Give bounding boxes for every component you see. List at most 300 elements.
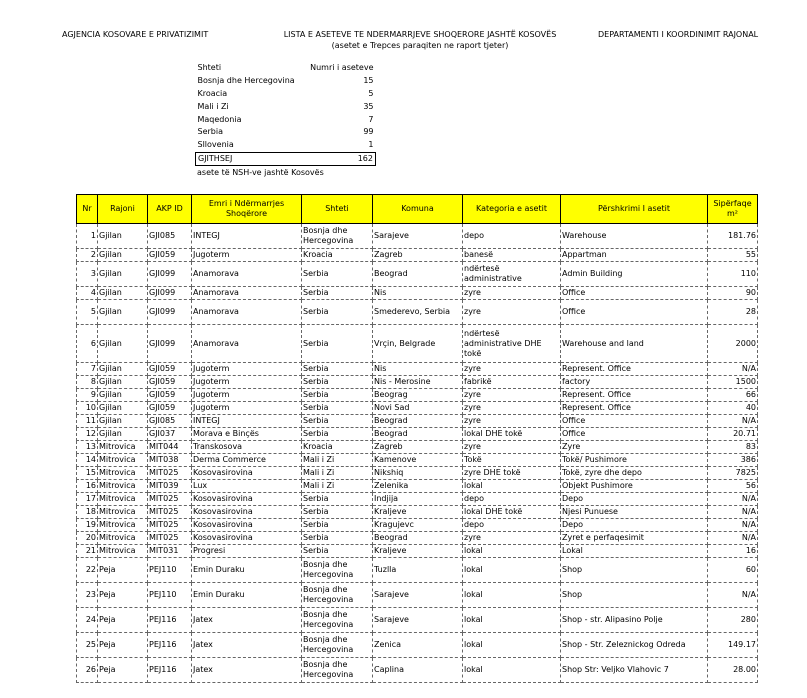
title-line-1: LISTA E ASETEVE TE NDERMARRJEVE SHOQERORE JASHTË KOSOVËS (283, 30, 557, 39)
row-enterprise: Morava e Binçës (192, 428, 302, 441)
document-title (270, 29, 570, 51)
row-area: 56 (708, 480, 758, 493)
row-municipality: Zagreb (373, 249, 463, 262)
row-country: Serbia (302, 545, 373, 558)
row-country: Serbia (302, 389, 373, 402)
row-region: Peja (98, 633, 148, 658)
row-description: Tokë/ Pushimore (561, 454, 708, 467)
assets-table (76, 194, 758, 683)
row-nr: 16 (77, 480, 98, 493)
row-municipality: Zelenika (373, 480, 463, 493)
table-row (77, 389, 758, 402)
row-country: Serbia (302, 519, 373, 532)
table-row (77, 376, 758, 389)
row-area: 28.00 (708, 658, 758, 683)
row-enterprise: Kosovasirovina (192, 532, 302, 545)
row-enterprise: Jugoterm (192, 402, 302, 415)
row-nr: 5 (77, 300, 98, 325)
row-municipality: Novi Sad (373, 402, 463, 415)
row-area: N/A (708, 415, 758, 428)
row-area: 66 (708, 389, 758, 402)
row-enterprise: Emin Duraku (192, 558, 302, 583)
table-row (77, 506, 758, 519)
row-region: Mitrovica (98, 480, 148, 493)
row-nr: 14 (77, 454, 98, 467)
row-akp-id: MIT031 (148, 545, 192, 558)
row-category: zyre (463, 532, 561, 545)
table-row (77, 467, 758, 480)
summary-count: 7 (368, 114, 374, 124)
row-nr: 2 (77, 249, 98, 262)
row-akp-id: GJI059 (148, 376, 192, 389)
row-region: Peja (98, 658, 148, 683)
row-region: Gjilan (98, 376, 148, 389)
row-category: zyre (463, 441, 561, 454)
row-description: Warehouse (561, 224, 708, 249)
row-region: Mitrovica (98, 545, 148, 558)
row-area: 20.71 (708, 428, 758, 441)
col-nr-header: Nr (77, 195, 98, 224)
row-enterprise: Kosovasirovina (192, 493, 302, 506)
row-region: Gjilan (98, 300, 148, 325)
row-akp-id: MIT025 (148, 493, 192, 506)
row-akp-id: MIT025 (148, 506, 192, 519)
row-akp-id: GJI085 (148, 415, 192, 428)
row-description: Tokë, zyre dhe depo (561, 467, 708, 480)
row-region: Gjilan (98, 287, 148, 300)
row-municipality: Sarajeve (373, 608, 463, 633)
table-row (77, 545, 758, 558)
summary-note: asete të NSH-ve jashtë Kosovës (197, 168, 324, 177)
row-akp-id: PEJ110 (148, 583, 192, 608)
row-category: Tokë (463, 454, 561, 467)
row-description: Njesi Punuese (561, 506, 708, 519)
row-enterprise: INTEGJ (192, 224, 302, 249)
row-municipality: Beograd (373, 428, 463, 441)
table-row (77, 287, 758, 300)
row-municipality: Kragujevc (373, 519, 463, 532)
row-category: lokal (463, 558, 561, 583)
agency-name: AGJENCIA KOSOVARE E PRIVATIZIMIT (62, 30, 209, 39)
row-description: Appartman (561, 249, 708, 262)
row-akp-id: GJI037 (148, 428, 192, 441)
assets-body (77, 224, 758, 683)
row-nr: 25 (77, 633, 98, 658)
row-municipality: Beograg (373, 389, 463, 402)
row-description: Shop (561, 583, 708, 608)
row-region: Mitrovica (98, 532, 148, 545)
table-row (77, 480, 758, 493)
row-municipality: Beograd (373, 262, 463, 287)
row-region: Gjilan (98, 249, 148, 262)
row-nr: 19 (77, 519, 98, 532)
row-category: zyre (463, 389, 561, 402)
row-nr: 9 (77, 389, 98, 402)
row-description: Shop - Str. Zeleznickog Odreda (561, 633, 708, 658)
row-category: lokal (463, 545, 561, 558)
row-enterprise: Jatex (192, 633, 302, 658)
row-enterprise: Kosovasirovina (192, 467, 302, 480)
row-area: 55 (708, 249, 758, 262)
row-description: Warehouse and land (561, 325, 708, 363)
table-row (77, 428, 758, 441)
row-enterprise: INTEGJ (192, 415, 302, 428)
table-row (77, 493, 758, 506)
col-description-header: Përshkrimi I asetit (561, 195, 708, 224)
row-area: N/A (708, 583, 758, 608)
row-country: Serbia (302, 363, 373, 376)
row-area: 40 (708, 402, 758, 415)
col-category-header: Kategoria e asetit (463, 195, 561, 224)
row-description: factory (561, 376, 708, 389)
row-municipality: Sarajeve (373, 224, 463, 249)
row-enterprise: Progresi (192, 545, 302, 558)
table-row (77, 532, 758, 545)
department-name: DEPARTAMENTI I KOORDINIMIT RAJONAL (598, 30, 759, 39)
row-area: N/A (708, 532, 758, 545)
row-area: 28 (708, 300, 758, 325)
summary-total-label: GJITHSEJ (196, 152, 306, 166)
row-akp-id: GJI059 (148, 363, 192, 376)
row-description: Represent. Office (561, 389, 708, 402)
row-municipality: Vrçin, Belgrade (373, 325, 463, 363)
row-akp-id: PEJ116 (148, 658, 192, 683)
table-row (77, 454, 758, 467)
row-akp-id: GJI085 (148, 224, 192, 249)
row-description: Admin Building (561, 262, 708, 287)
summary-country: Bosnja dhe Hercegovina (197, 76, 295, 86)
table-row (77, 262, 758, 287)
summary-row (196, 126, 376, 139)
row-akp-id: MIT038 (148, 454, 192, 467)
row-category: lokal DHE tokë (463, 506, 561, 519)
summary-country: Maqedonia (197, 114, 242, 124)
row-enterprise: Kosovasirovina (192, 519, 302, 532)
row-nr: 22 (77, 558, 98, 583)
table-row (77, 325, 758, 363)
row-municipality: Beograd (373, 532, 463, 545)
row-area: 2000 (708, 325, 758, 363)
table-row (77, 658, 758, 683)
row-area: 7825 (708, 467, 758, 480)
row-nr: 4 (77, 287, 98, 300)
row-region: Gjilan (98, 389, 148, 402)
row-category: lokal (463, 480, 561, 493)
row-region: Gjilan (98, 428, 148, 441)
row-municipality: Zenica (373, 633, 463, 658)
row-area: 60 (708, 558, 758, 583)
table-row (77, 583, 758, 608)
row-region: Gjilan (98, 224, 148, 249)
row-region: Peja (98, 608, 148, 633)
row-municipality: Smederevo, Serbia (373, 300, 463, 325)
row-akp-id: GJI059 (148, 389, 192, 402)
row-nr: 10 (77, 402, 98, 415)
row-category: depo (463, 224, 561, 249)
row-country: Serbia (302, 493, 373, 506)
row-enterprise: Anamorava (192, 287, 302, 300)
table-row (77, 224, 758, 249)
row-country: Bosnja dhe Hercegovina (302, 583, 373, 608)
table-row (77, 402, 758, 415)
row-enterprise: Emin Duraku (192, 583, 302, 608)
row-description: Lokal (561, 545, 708, 558)
row-country: Serbia (302, 287, 373, 300)
table-row (77, 608, 758, 633)
row-enterprise: Anamorava (192, 325, 302, 363)
row-country: Serbia (302, 325, 373, 363)
row-country: Serbia (302, 300, 373, 325)
summary-table (195, 62, 376, 166)
row-description: Depo (561, 493, 708, 506)
summary-country: Serbia (197, 127, 223, 137)
summary-country: Mali i Zi (197, 101, 229, 111)
row-category: depo (463, 519, 561, 532)
table-row (77, 633, 758, 658)
row-region: Mitrovica (98, 441, 148, 454)
row-enterprise: Jugoterm (192, 249, 302, 262)
row-category: banesë (463, 249, 561, 262)
summary-count: 5 (368, 88, 374, 98)
row-nr: 6 (77, 325, 98, 363)
row-category: zyre (463, 363, 561, 376)
row-category: zyre (463, 415, 561, 428)
summary-country-header: Shteti (197, 63, 222, 73)
row-area: 181.76 (708, 224, 758, 249)
col-country-header: Shteti (302, 195, 373, 224)
row-description: Zyret e perfaqesimit (561, 532, 708, 545)
summary-count: 15 (363, 76, 374, 86)
row-description: Office (561, 287, 708, 300)
row-category: lokal (463, 608, 561, 633)
row-area: 1500 (708, 376, 758, 389)
row-area: 90 (708, 287, 758, 300)
row-nr: 23 (77, 583, 98, 608)
table-row (77, 249, 758, 262)
row-municipality: Kraljeve (373, 545, 463, 558)
row-country: Serbia (302, 506, 373, 519)
row-region: Gjilan (98, 262, 148, 287)
row-enterprise: Kosovasirovina (192, 506, 302, 519)
row-country: Mali i Zi (302, 467, 373, 480)
summary-row (196, 88, 376, 101)
row-category: ndërtesë administrative (463, 262, 561, 287)
row-akp-id: PEJ110 (148, 558, 192, 583)
row-area: 83 (708, 441, 758, 454)
row-municipality: Nis (373, 287, 463, 300)
row-area: 386 (708, 454, 758, 467)
row-nr: 12 (77, 428, 98, 441)
row-akp-id: MIT025 (148, 519, 192, 532)
row-region: Gjilan (98, 363, 148, 376)
row-description: Represent. Office (561, 363, 708, 376)
row-country: Bosnja dhe Hercegovina (302, 608, 373, 633)
row-description: Office (561, 428, 708, 441)
table-row (77, 558, 758, 583)
row-category: zyre (463, 287, 561, 300)
summary-country: Kroacia (197, 88, 228, 98)
row-description: Office (561, 300, 708, 325)
row-area: N/A (708, 363, 758, 376)
row-municipality: Kamenove (373, 454, 463, 467)
row-description: Depo (561, 519, 708, 532)
row-region: Peja (98, 583, 148, 608)
row-country: Bosnja dhe Hercegovina (302, 224, 373, 249)
row-country: Mali i Zi (302, 480, 373, 493)
row-category: lokal (463, 583, 561, 608)
row-enterprise: Derma Commerce (192, 454, 302, 467)
summary-count: 99 (363, 127, 374, 137)
row-akp-id: GJI099 (148, 287, 192, 300)
row-enterprise: Jugoterm (192, 363, 302, 376)
row-country: Serbia (302, 532, 373, 545)
row-akp-id: MIT039 (148, 480, 192, 493)
row-enterprise: Jatex (192, 658, 302, 683)
row-area: N/A (708, 493, 758, 506)
summary-row (196, 100, 376, 113)
row-enterprise: Jugoterm (192, 376, 302, 389)
summary-total-value: 162 (306, 152, 376, 166)
row-area: N/A (708, 519, 758, 532)
row-enterprise: Lux (192, 480, 302, 493)
row-nr: 21 (77, 545, 98, 558)
table-row (77, 441, 758, 454)
row-municipality: Indjija (373, 493, 463, 506)
row-municipality: Nis - Merosine (373, 376, 463, 389)
row-country: Serbia (302, 428, 373, 441)
row-municipality: Nikshiq (373, 467, 463, 480)
row-region: Peja (98, 558, 148, 583)
summary-count: 1 (368, 140, 374, 150)
table-row (77, 415, 758, 428)
row-category: lokal (463, 633, 561, 658)
row-country: Kroacia (302, 249, 373, 262)
row-description: Office (561, 415, 708, 428)
row-region: Gjilan (98, 325, 148, 363)
row-category: fabrikë (463, 376, 561, 389)
row-akp-id: GJI099 (148, 300, 192, 325)
row-nr: 15 (77, 467, 98, 480)
row-akp-id: MIT044 (148, 441, 192, 454)
row-country: Serbia (302, 376, 373, 389)
row-region: Mitrovica (98, 506, 148, 519)
row-category: depo (463, 493, 561, 506)
row-municipality: Tuzlla (373, 558, 463, 583)
summary-total-row (196, 152, 376, 166)
row-region: Mitrovica (98, 519, 148, 532)
table-row (77, 300, 758, 325)
row-nr: 3 (77, 262, 98, 287)
row-nr: 20 (77, 532, 98, 545)
summary-row (196, 139, 376, 152)
row-region: Gjilan (98, 402, 148, 415)
col-region-header: Rajoni (98, 195, 148, 224)
row-enterprise: Jugoterm (192, 389, 302, 402)
row-nr: 24 (77, 608, 98, 633)
row-enterprise: Transkosova (192, 441, 302, 454)
row-akp-id: GJI099 (148, 262, 192, 287)
row-description: Shop - str. Alipasino Polje (561, 608, 708, 633)
row-nr: 13 (77, 441, 98, 454)
row-country: Serbia (302, 402, 373, 415)
col-enterprise-header: Emri i Ndërmarrjes Shoqërore (192, 195, 302, 224)
row-akp-id: GJI059 (148, 249, 192, 262)
row-description: Shop Str: Veljko Vlahovic 7 (561, 658, 708, 683)
title-line-2: (asetet e Trepces paraqiten ne raport tjeter) (331, 41, 509, 50)
row-country: Bosnja dhe Hercegovina (302, 558, 373, 583)
col-akp-id-header: AKP ID (148, 195, 192, 224)
row-country: Serbia (302, 415, 373, 428)
row-category: zyre DHE tokë (463, 467, 561, 480)
row-category: zyre (463, 300, 561, 325)
row-municipality: Nis (373, 363, 463, 376)
row-area: 149.17 (708, 633, 758, 658)
row-region: Gjilan (98, 415, 148, 428)
row-country: Bosnja dhe Hercegovina (302, 633, 373, 658)
row-nr: 7 (77, 363, 98, 376)
summary-row (196, 113, 376, 126)
row-nr: 11 (77, 415, 98, 428)
summary-header-row (196, 62, 376, 75)
assets-header-row (77, 195, 758, 224)
row-country: Serbia (302, 262, 373, 287)
row-region: Mitrovica (98, 467, 148, 480)
row-description: Represent. Office (561, 402, 708, 415)
row-category: zyre (463, 402, 561, 415)
row-description: Objekt Pushimore (561, 480, 708, 493)
row-municipality: Beograd (373, 415, 463, 428)
row-description: Zyre (561, 441, 708, 454)
table-row (77, 519, 758, 532)
summary-row (196, 75, 376, 88)
row-country: Bosnja dhe Hercegovina (302, 658, 373, 683)
row-category: lokal (463, 658, 561, 683)
table-row (77, 363, 758, 376)
row-nr: 17 (77, 493, 98, 506)
row-description: Shop (561, 558, 708, 583)
row-akp-id: PEJ116 (148, 633, 192, 658)
row-region: Mitrovica (98, 493, 148, 506)
row-municipality: Kraljeve (373, 506, 463, 519)
summary-count-header: Numri i aseteve (310, 63, 374, 73)
row-category: lokal DHE tokë (463, 428, 561, 441)
row-municipality: Caplina (373, 658, 463, 683)
row-area: N/A (708, 506, 758, 519)
row-category: ndërtesë administrative DHE tokë (463, 325, 561, 363)
row-akp-id: GJI099 (148, 325, 192, 363)
row-country: Kroacia (302, 441, 373, 454)
row-akp-id: PEJ116 (148, 608, 192, 633)
summary-country: Sllovenia (197, 140, 234, 150)
row-area: 280 (708, 608, 758, 633)
row-akp-id: GJI059 (148, 402, 192, 415)
row-enterprise: Anamorava (192, 300, 302, 325)
row-municipality: Zagreb (373, 441, 463, 454)
row-municipality: Sarajeve (373, 583, 463, 608)
row-akp-id: MIT025 (148, 532, 192, 545)
col-municipality-header: Komuna (373, 195, 463, 224)
row-nr: 1 (77, 224, 98, 249)
row-region: Mitrovica (98, 454, 148, 467)
row-area: 110 (708, 262, 758, 287)
row-nr: 26 (77, 658, 98, 683)
row-enterprise: Anamorava (192, 262, 302, 287)
row-country: Mali i Zi (302, 454, 373, 467)
row-enterprise: Jatex (192, 608, 302, 633)
row-nr: 18 (77, 506, 98, 519)
summary-count: 35 (363, 101, 374, 111)
col-area-header: Sipërfaqe m² (708, 195, 758, 224)
